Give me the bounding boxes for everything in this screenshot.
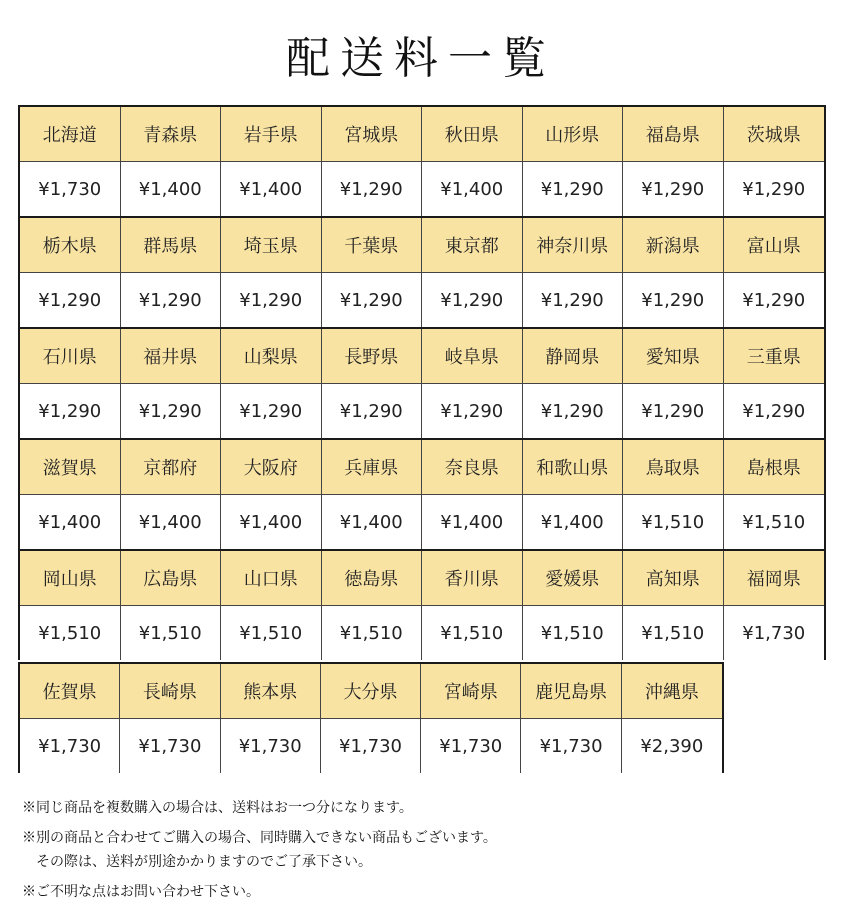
prefecture-cell: 山口県: [221, 551, 322, 606]
price-cell: ¥1,510: [623, 606, 724, 660]
price-cell: ¥1,290: [322, 273, 423, 327]
price-cell: ¥1,730: [20, 162, 121, 216]
notes-section: [22, 796, 822, 904]
price-cell: ¥1,730: [120, 719, 220, 773]
price-cell: ¥1,290: [523, 384, 624, 438]
prefecture-cell: 長崎県: [120, 664, 220, 719]
prefecture-cell: 高知県: [623, 551, 724, 606]
prefecture-cell: 兵庫県: [322, 440, 423, 495]
prefecture-cell: 秋田県: [422, 107, 523, 162]
price-cell: ¥1,290: [20, 273, 121, 327]
prefecture-cell: 富山県: [724, 218, 825, 273]
note-line: ※同じ商品を複数購入の場合は、送料はお一つ分になります。: [22, 800, 413, 816]
prefecture-cell: 青森県: [121, 107, 222, 162]
prefecture-cell: 愛知県: [623, 329, 724, 384]
prefecture-cell: 神奈川県: [523, 218, 624, 273]
price-cell: ¥1,400: [422, 495, 523, 549]
price-cell: ¥1,510: [322, 606, 423, 660]
prefecture-cell: 栃木県: [20, 218, 121, 273]
price-cell: ¥1,730: [521, 719, 621, 773]
price-cell: ¥1,730: [321, 719, 421, 773]
note-line: その際は、送料が別途かかりますのでご了承下さい。: [22, 854, 372, 870]
prefecture-cell: 佐賀県: [20, 664, 120, 719]
price-cell: ¥1,730: [724, 606, 825, 660]
prefecture-cell: 香川県: [422, 551, 523, 606]
price-cell: ¥1,400: [121, 162, 222, 216]
prefecture-cell: 奈良県: [422, 440, 523, 495]
prefecture-cell: 大阪府: [221, 440, 322, 495]
price-cell: ¥1,290: [623, 384, 724, 438]
table-row-block: [18, 216, 826, 327]
prefecture-cell: 北海道: [20, 107, 121, 162]
price-cell: ¥1,510: [724, 495, 825, 549]
prefecture-cell: 島根県: [724, 440, 825, 495]
prefecture-cell: 山梨県: [221, 329, 322, 384]
prefecture-cell: 岩手県: [221, 107, 322, 162]
prefecture-cell: 新潟県: [623, 218, 724, 273]
prefecture-cell: 福島県: [623, 107, 724, 162]
prefecture-cell: 静岡県: [523, 329, 624, 384]
price-cell: ¥1,510: [221, 606, 322, 660]
prefecture-cell: 福井県: [121, 329, 222, 384]
prefecture-cell: 石川県: [20, 329, 121, 384]
price-cell: ¥1,400: [221, 495, 322, 549]
price-cell: ¥1,290: [121, 384, 222, 438]
prefecture-cell: 和歌山県: [523, 440, 624, 495]
note-line: ※別の商品と合わせてご購入の場合、同時購入できない商品もございます。: [22, 830, 497, 846]
prefecture-cell: 宮崎県: [421, 664, 521, 719]
table-row-block: [18, 327, 826, 438]
prefecture-cell: 宮城県: [322, 107, 423, 162]
price-cell: ¥1,290: [20, 384, 121, 438]
prefecture-cell: 徳島県: [322, 551, 423, 606]
table-row-block: [18, 105, 826, 216]
price-cell: ¥1,290: [724, 384, 825, 438]
prefecture-cell: 茨城県: [724, 107, 825, 162]
price-cell: ¥1,510: [422, 606, 523, 660]
price-cell: ¥1,290: [523, 273, 624, 327]
prefecture-cell: 東京都: [422, 218, 523, 273]
price-cell: ¥1,290: [121, 273, 222, 327]
prefecture-cell: 岐阜県: [422, 329, 523, 384]
price-cell: ¥1,400: [20, 495, 121, 549]
prefecture-cell: 滋賀県: [20, 440, 121, 495]
prefecture-cell: 埼玉県: [221, 218, 322, 273]
price-cell: ¥1,730: [221, 719, 321, 773]
price-cell: ¥1,290: [422, 273, 523, 327]
prefecture-cell: 長野県: [322, 329, 423, 384]
price-cell: ¥1,400: [221, 162, 322, 216]
shipping-fee-table: [18, 105, 826, 779]
price-cell: ¥1,730: [421, 719, 521, 773]
table-row-block: [18, 662, 724, 773]
price-cell: ¥1,400: [121, 495, 222, 549]
prefecture-cell: 岡山県: [20, 551, 121, 606]
price-cell: ¥1,290: [422, 384, 523, 438]
price-cell: ¥1,290: [724, 162, 825, 216]
prefecture-cell: 群馬県: [121, 218, 222, 273]
prefecture-cell: 福岡県: [724, 551, 825, 606]
prefecture-cell: 愛媛県: [523, 551, 624, 606]
price-cell: ¥1,510: [121, 606, 222, 660]
prefecture-cell: 三重県: [724, 329, 825, 384]
prefecture-cell: 沖縄県: [622, 664, 722, 719]
price-cell: ¥1,510: [623, 495, 724, 549]
price-cell: ¥1,510: [523, 606, 624, 660]
price-cell: ¥1,290: [221, 384, 322, 438]
price-cell: ¥1,290: [221, 273, 322, 327]
prefecture-cell: 広島県: [121, 551, 222, 606]
prefecture-cell: 鳥取県: [623, 440, 724, 495]
price-cell: ¥1,290: [623, 273, 724, 327]
price-cell: ¥2,390: [622, 719, 722, 773]
price-cell: ¥1,290: [322, 162, 423, 216]
price-cell: ¥1,400: [422, 162, 523, 216]
prefecture-cell: 山形県: [523, 107, 624, 162]
price-cell: ¥1,290: [724, 273, 825, 327]
price-cell: ¥1,290: [523, 162, 624, 216]
price-cell: ¥1,290: [623, 162, 724, 216]
price-cell: ¥1,290: [322, 384, 423, 438]
price-cell: ¥1,400: [322, 495, 423, 549]
page-title: 配送料一覧: [286, 33, 556, 84]
prefecture-cell: 京都府: [121, 440, 222, 495]
prefecture-cell: 鹿児島県: [521, 664, 621, 719]
prefecture-cell: 千葉県: [322, 218, 423, 273]
table-row-block: [18, 438, 826, 549]
table-row-block: [18, 549, 826, 660]
prefecture-cell: 大分県: [321, 664, 421, 719]
prefecture-cell: 熊本県: [221, 664, 321, 719]
price-cell: ¥1,400: [523, 495, 624, 549]
price-cell: ¥1,730: [20, 719, 120, 773]
price-cell: ¥1,510: [20, 606, 121, 660]
note-line: ※ご不明な点はお問い合わせ下さい。: [22, 884, 260, 900]
